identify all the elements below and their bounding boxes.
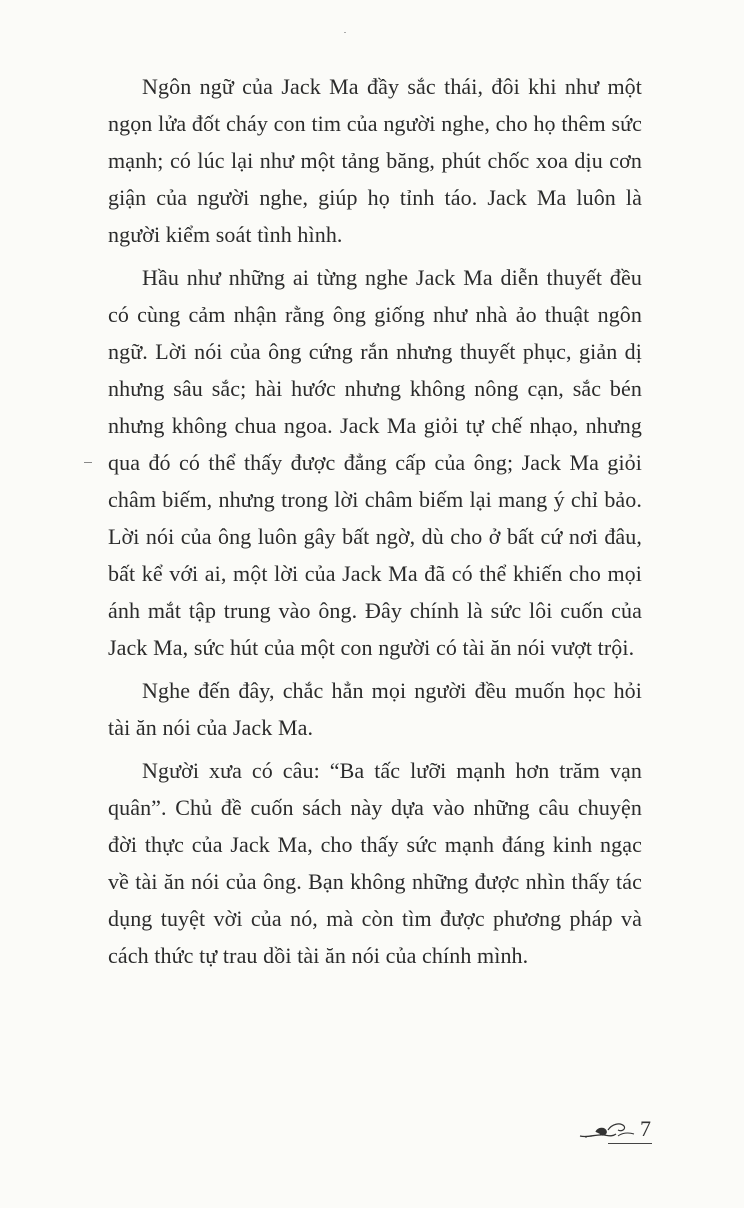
flourish-ornament-icon [578, 1116, 638, 1144]
page-body [108, 68, 642, 980]
paragraph-1: Ngôn ngữ của Jack Ma đầy sắc thái, đôi khi như một ngọn lửa đốt cháy con tim của người nghe, cho họ thêm sức mạnh; có lúc lại như một tảng băng, phút chốc xoa dịu cơn giận của người nghe, giúp họ tỉnh táo. Jack Ma luôn là người kiểm soát tình hình. [108, 74, 642, 247]
page-footer [578, 1116, 656, 1146]
page-number-underline [608, 1143, 652, 1144]
paper-speck [344, 32, 346, 33]
paragraph-2: Hầu như những ai từng nghe Jack Ma diễn thuyết đều có cùng cảm nhận rằng ông giống như nhà ảo thuật ngôn ngữ. Lời nói của ông cứng rắn nhưng thuyết phục, giản dị nhưng sâu sắc; hài hước nhưng không nông cạn, sắc bén nhưng không chua ngoa. Jack Ma giỏi tự chế nhạo, nhưng qua đó có thể thấy được đẳng cấp của ông; Jack Ma giỏi châm biếm, nhưng trong lời châm biếm lại mang ý chỉ bảo. Lời nói của ông luôn gây bất ngờ, dù cho ở bất cứ nơi đâu, bất kể với ai, một lời của Jack Ma đã có thể khiến cho mọi ánh mắt tập trung vào ông. Đây chính là sức lôi cuốn của Jack Ma, sức hút của một con người có tài ăn nói vượt trội. [108, 265, 642, 660]
paragraph-4: Người xưa có câu: “Ba tấc lưỡi mạnh hơn trăm vạn quân”. Chủ đề cuốn sách này dựa vào những câu chuyện đời thực của Jack Ma, cho thấy sức mạnh đáng kinh ngạc về tài ăn nói của ông. Bạn không những được nhìn thấy tác dụng tuyệt vời của nó, mà còn tìm được phương pháp và cách thức tự trau dồi tài ăn nói của chính mình. [108, 758, 642, 968]
margin-mark [84, 462, 92, 463]
page-number: 7 [640, 1116, 651, 1141]
paragraph-3: Nghe đến đây, chắc hẳn mọi người đều muốn học hỏi tài ăn nói của Jack Ma. [108, 678, 642, 740]
